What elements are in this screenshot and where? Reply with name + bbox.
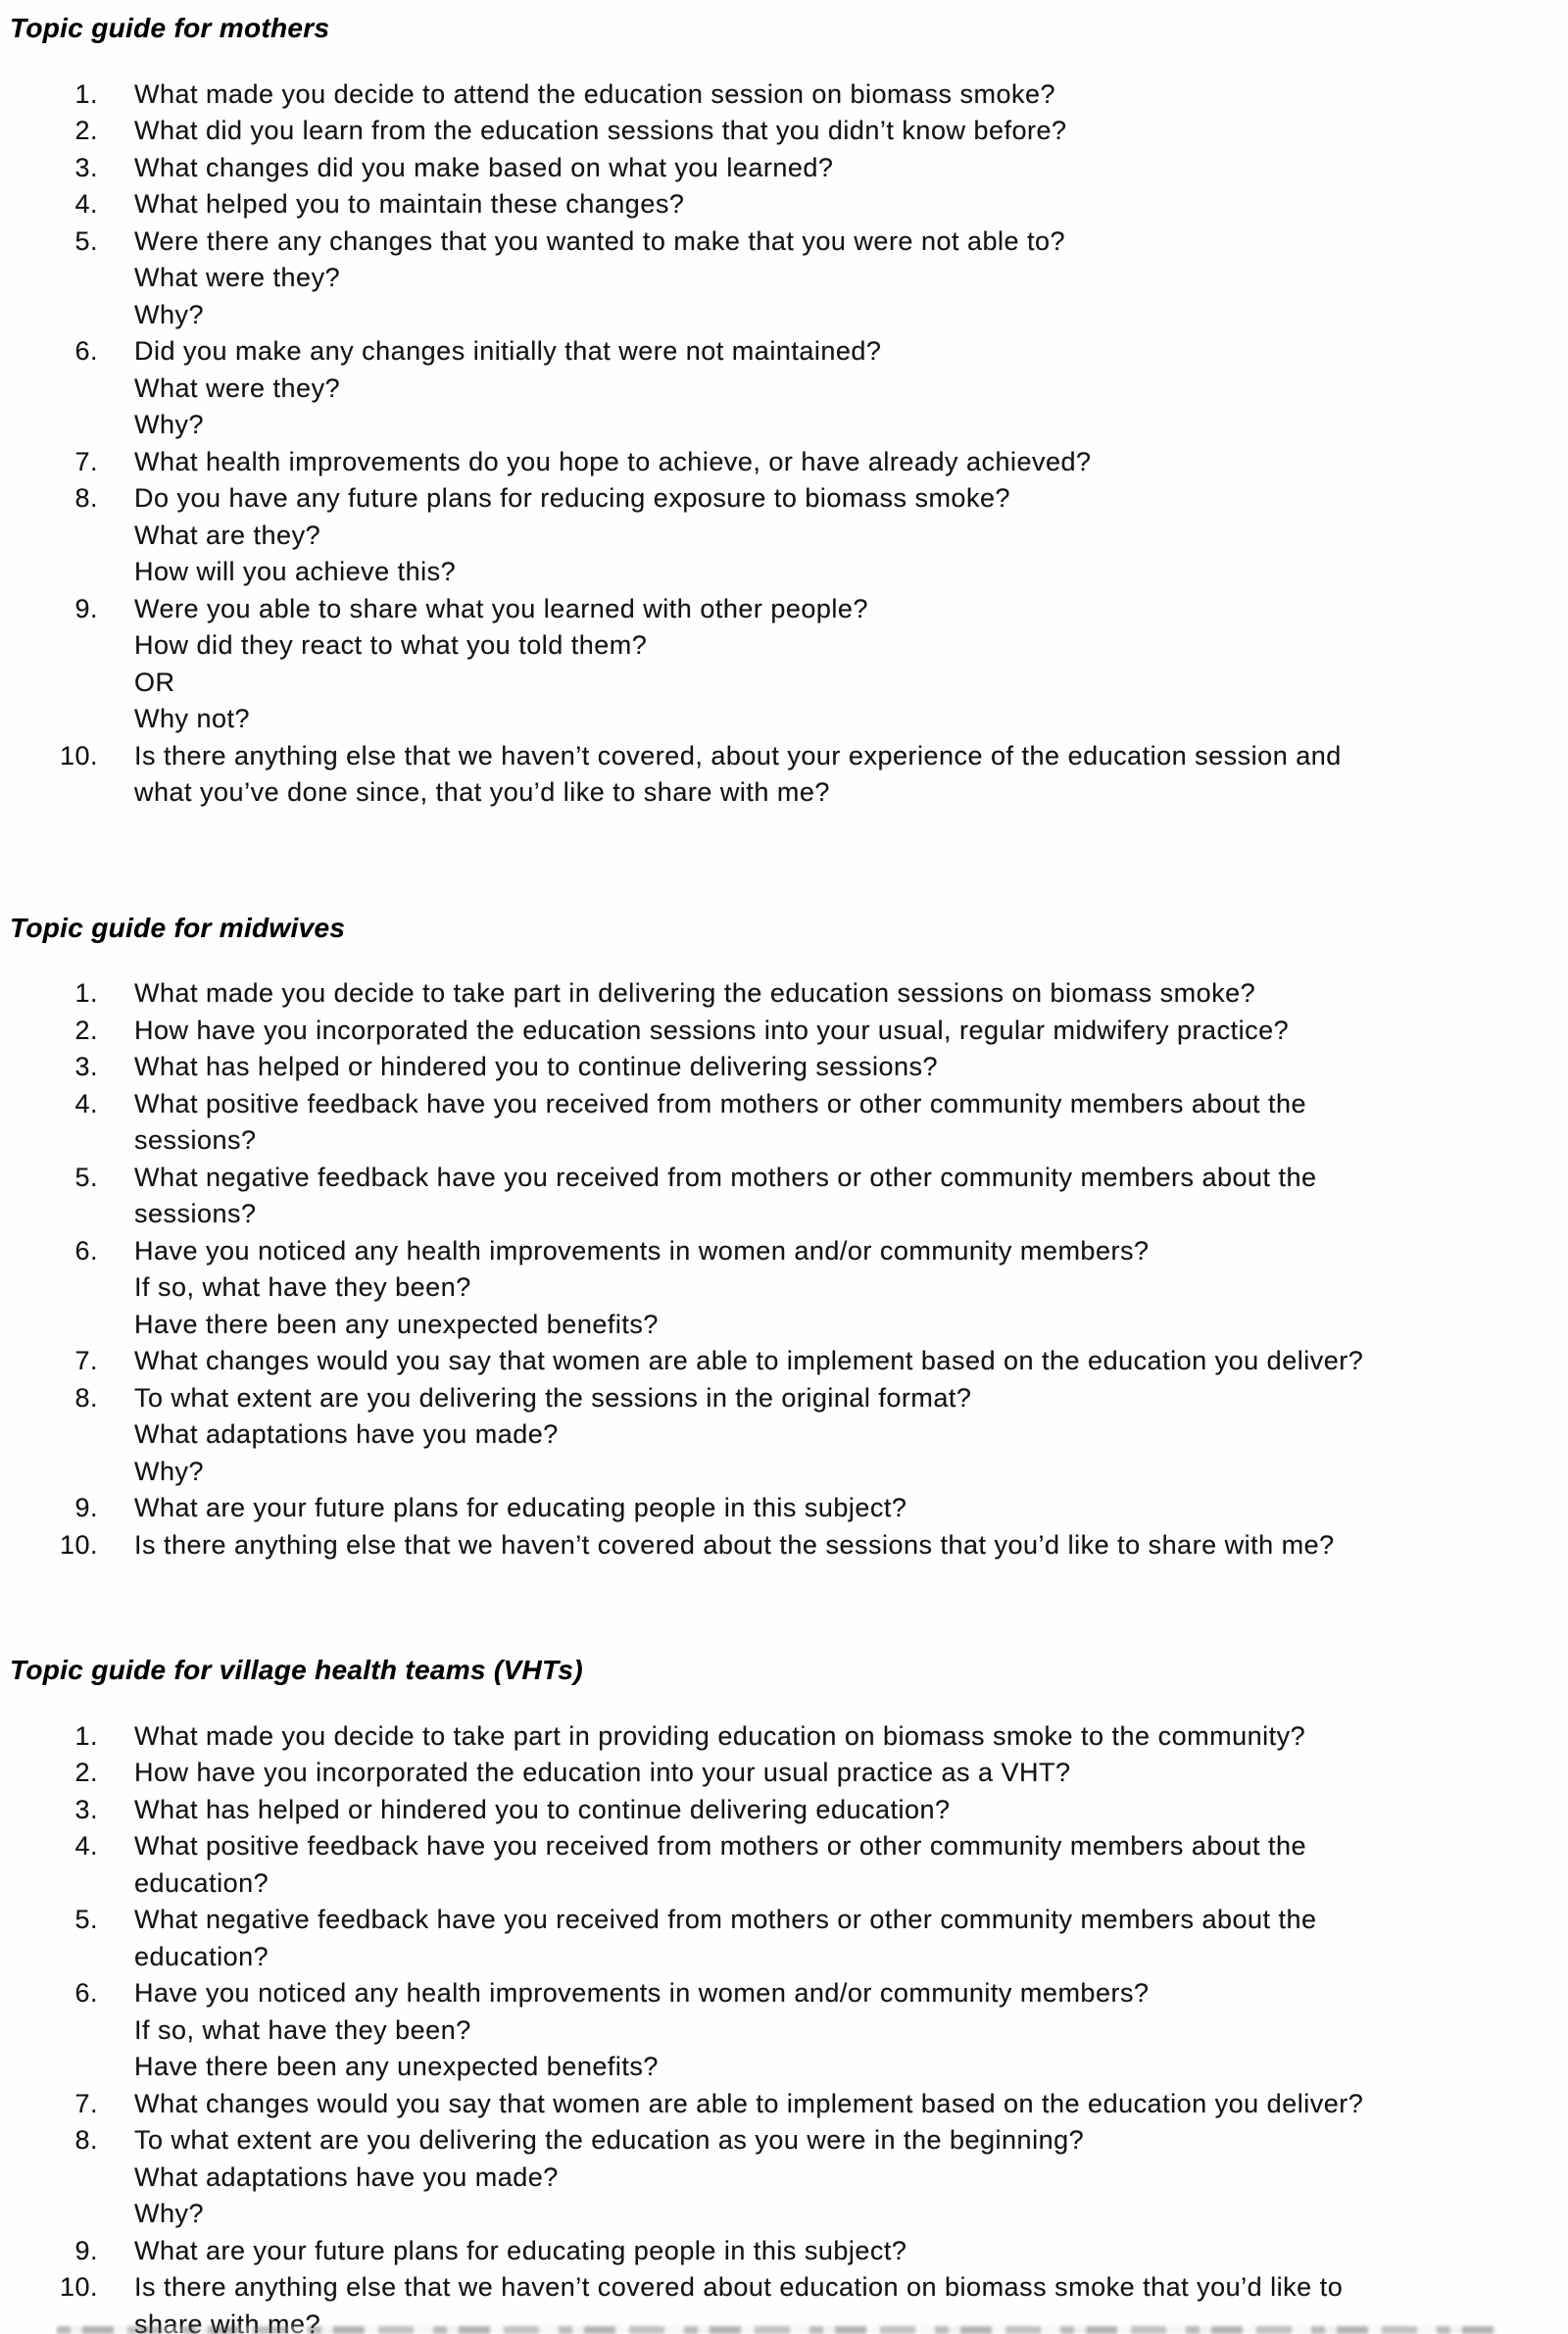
question-item [10, 113, 1568, 150]
question-lines [134, 2086, 1568, 2123]
question-lines [134, 1902, 1568, 1975]
topic-section-1 [10, 10, 1568, 812]
question-item [10, 150, 1568, 187]
question-lines [134, 2233, 1568, 2270]
question-number: 5. [74, 225, 98, 256]
question-item [10, 1343, 1568, 1380]
question-number: 2. [74, 116, 98, 145]
question-text: What helped you to maintain these changes? [134, 189, 685, 219]
question-lines [134, 1160, 1568, 1233]
question-text: What changes did you make based on what you learned? [134, 152, 834, 182]
question-item [10, 480, 1568, 591]
question-number: 7. [74, 446, 98, 476]
question-followup: Have there been any unexpected benefits? [134, 2052, 659, 2081]
question-item [10, 1902, 1568, 1975]
question-text: What negative feedback have you received from mothers or other community members about the [134, 1905, 1317, 1934]
question-number: 9. [74, 1493, 98, 1522]
question-followup: sessions? [134, 1199, 257, 1228]
question-followup: Why not? [134, 704, 251, 733]
question-lines [134, 333, 1568, 444]
question-followup: How did they react to what you told them? [134, 630, 648, 660]
question-text: What changes would you say that women are able to implement based on the education you deliver? [134, 1346, 1364, 1375]
question-number: 9. [74, 2235, 98, 2265]
question-text: How have you incorporated the education sessions into your usual, regular midwifery practice? [134, 1015, 1290, 1045]
question-text: What positive feedback have you received from mothers or other community members about the [134, 1831, 1307, 1861]
question-text: What has helped or hindered you to continue delivering sessions? [134, 1052, 938, 1081]
question-followup: What are they? [134, 520, 321, 550]
section-title: Topic guide for village health teams (VHTs) [10, 1655, 583, 1685]
question-text: To what extent are you delivering the sessions in the original format? [134, 1382, 972, 1413]
question-lines [134, 186, 1568, 223]
question-item [10, 591, 1568, 738]
question-number: 1. [74, 1720, 98, 1751]
question-followup: What were they? [134, 263, 341, 292]
question-lines [134, 480, 1568, 591]
question-number: 4. [74, 1831, 98, 1861]
question-number: 8. [74, 2125, 98, 2155]
question-number: 2. [74, 1758, 98, 1787]
question-item [10, 1828, 1568, 1902]
question-item [10, 186, 1568, 223]
question-lines [134, 113, 1568, 150]
question-item [10, 1527, 1568, 1564]
question-text: Is there anything else that we haven’t covered, about your experience of the education session and [134, 740, 1342, 770]
question-number: 4. [74, 189, 98, 219]
question-lines [134, 1233, 1568, 1344]
question-item [10, 1975, 1568, 2086]
question-text: What changes would you say that women are able to implement based on the education you deliver? [134, 2088, 1364, 2118]
question-item [10, 2233, 1568, 2270]
question-item [10, 76, 1568, 114]
question-list [10, 76, 1568, 812]
question-text: Have you noticed any health improvements in women and/or community members? [134, 1978, 1150, 2008]
question-lines [134, 1380, 1568, 1491]
question-text: What has helped or hindered you to continue delivering education? [134, 1794, 951, 1824]
topic-section-3 [10, 1652, 1568, 2334]
question-lines [134, 1828, 1568, 1902]
question-text: To what extent are you delivering the education as you were in the beginning? [134, 2125, 1085, 2155]
question-number: 10. [59, 740, 98, 770]
question-lines [134, 223, 1568, 334]
question-item [10, 444, 1568, 481]
question-text: What are your future plans for educating people in this subject? [134, 1493, 907, 1522]
question-lines [134, 1013, 1568, 1050]
question-followup: What adaptations have you made? [134, 1419, 559, 1449]
question-followup: Why? [134, 1456, 205, 1486]
question-item [10, 1160, 1568, 1233]
question-item [10, 1490, 1568, 1527]
question-number: 10. [59, 2272, 98, 2302]
question-text: What made you decide to take part in providing education on biomass smoke to the community? [134, 1720, 1306, 1751]
question-text: What positive feedback have you received from mothers or other community members about the [134, 1088, 1307, 1118]
question-followup: OR [134, 667, 175, 697]
question-text: What made you decide to attend the education session on biomass smoke? [134, 78, 1056, 109]
question-lines [134, 444, 1568, 481]
question-text: Were you able to share what you learned with other people? [134, 593, 868, 623]
question-text: What health improvements do you hope to achieve, or have already achieved? [134, 446, 1092, 476]
question-number: 6. [74, 1978, 98, 2008]
question-lines [134, 1718, 1568, 1756]
question-lines [134, 1792, 1568, 1829]
question-text: Were there any changes that you wanted to make that you were not able to? [134, 225, 1066, 256]
question-number: 4. [74, 1088, 98, 1118]
question-number: 3. [74, 1794, 98, 1824]
question-item [10, 1380, 1568, 1491]
question-lines [134, 76, 1568, 114]
question-item [10, 2122, 1568, 2233]
question-followup: Have there been any unexpected benefits? [134, 1309, 659, 1339]
question-number: 7. [74, 2088, 98, 2118]
question-followup: sessions? [134, 1125, 257, 1155]
question-item [10, 1013, 1568, 1050]
question-lines [134, 591, 1568, 738]
question-lines [134, 1343, 1568, 1380]
question-item [10, 738, 1568, 812]
question-number: 9. [74, 593, 98, 623]
question-text: Is there anything else that we haven’t covered about the sessions that you’d like to share with me? [134, 1529, 1335, 1560]
question-item [10, 1755, 1568, 1792]
question-list [10, 1718, 1568, 2334]
question-number: 5. [74, 1162, 98, 1192]
question-followup: If so, what have they been? [134, 1272, 471, 1302]
question-text: Do you have any future plans for reducing exposure to biomass smoke? [134, 483, 1010, 513]
question-lines [134, 975, 1568, 1013]
section-title: Topic guide for mothers [10, 13, 330, 43]
question-number: 6. [74, 336, 98, 366]
question-list [10, 975, 1568, 1564]
topic-section-2 [10, 910, 1568, 1564]
question-followup: Why? [134, 299, 205, 329]
question-number: 3. [74, 152, 98, 182]
question-followup: education? [134, 1867, 270, 1898]
question-item [10, 1086, 1568, 1160]
question-item [10, 1233, 1568, 1344]
question-number: 1. [74, 78, 98, 109]
question-followup: What were they? [134, 372, 341, 403]
question-text: What made you decide to take part in delivering the education sessions on biomass smoke? [134, 978, 1256, 1008]
question-followup: education? [134, 1941, 270, 1971]
question-item [10, 2269, 1568, 2334]
question-lines [134, 2269, 1568, 2334]
question-lines [134, 150, 1568, 187]
question-number: 7. [74, 1346, 98, 1375]
question-lines [134, 1755, 1568, 1792]
question-lines [134, 1049, 1568, 1086]
question-text: What are your future plans for educating people in this subject? [134, 2235, 907, 2265]
question-lines [134, 1527, 1568, 1564]
question-text: What negative feedback have you received from mothers or other community members about the [134, 1162, 1317, 1192]
question-lines [134, 1975, 1568, 2086]
question-text: Is there anything else that we haven’t covered about education on biomass smoke that you’d like to [134, 2272, 1344, 2302]
question-followup: Why? [134, 410, 205, 439]
question-lines [134, 1490, 1568, 1527]
section-title: Topic guide for midwives [10, 912, 346, 943]
question-number: 3. [74, 1052, 98, 1081]
question-lines [134, 1086, 1568, 1160]
question-number: 8. [74, 483, 98, 513]
question-item [10, 2086, 1568, 2123]
question-number: 2. [74, 1015, 98, 1045]
question-followup: How will you achieve this? [134, 557, 457, 586]
question-number: 10. [59, 1529, 98, 1560]
question-text: What did you learn from the education sessions that you didn’t know before? [134, 116, 1067, 145]
question-followup: What adaptations have you made? [134, 2161, 559, 2192]
question-item [10, 1718, 1568, 1756]
question-item [10, 1049, 1568, 1086]
question-text: How have you incorporated the education into your usual practice as a VHT? [134, 1758, 1071, 1787]
question-number: 8. [74, 1382, 98, 1413]
question-item [10, 223, 1568, 334]
question-followup: Why? [134, 2199, 205, 2228]
question-lines [134, 2122, 1568, 2233]
question-text: Did you make any changes initially that were not maintained? [134, 336, 882, 366]
question-number: 1. [74, 978, 98, 1008]
question-item [10, 1792, 1568, 1829]
question-item [10, 975, 1568, 1013]
question-item [10, 333, 1568, 444]
question-text: Have you noticed any health improvements in women and/or community members? [134, 1235, 1150, 1266]
page-cutoff-artifact [57, 2326, 1497, 2334]
question-number: 5. [74, 1905, 98, 1934]
question-number: 6. [74, 1235, 98, 1266]
question-lines [134, 738, 1568, 812]
question-followup: If so, what have they been? [134, 2014, 471, 2045]
question-followup: what you’ve done since, that you’d like to share with me? [134, 777, 830, 807]
question-followup: share with me? [134, 2309, 321, 2334]
